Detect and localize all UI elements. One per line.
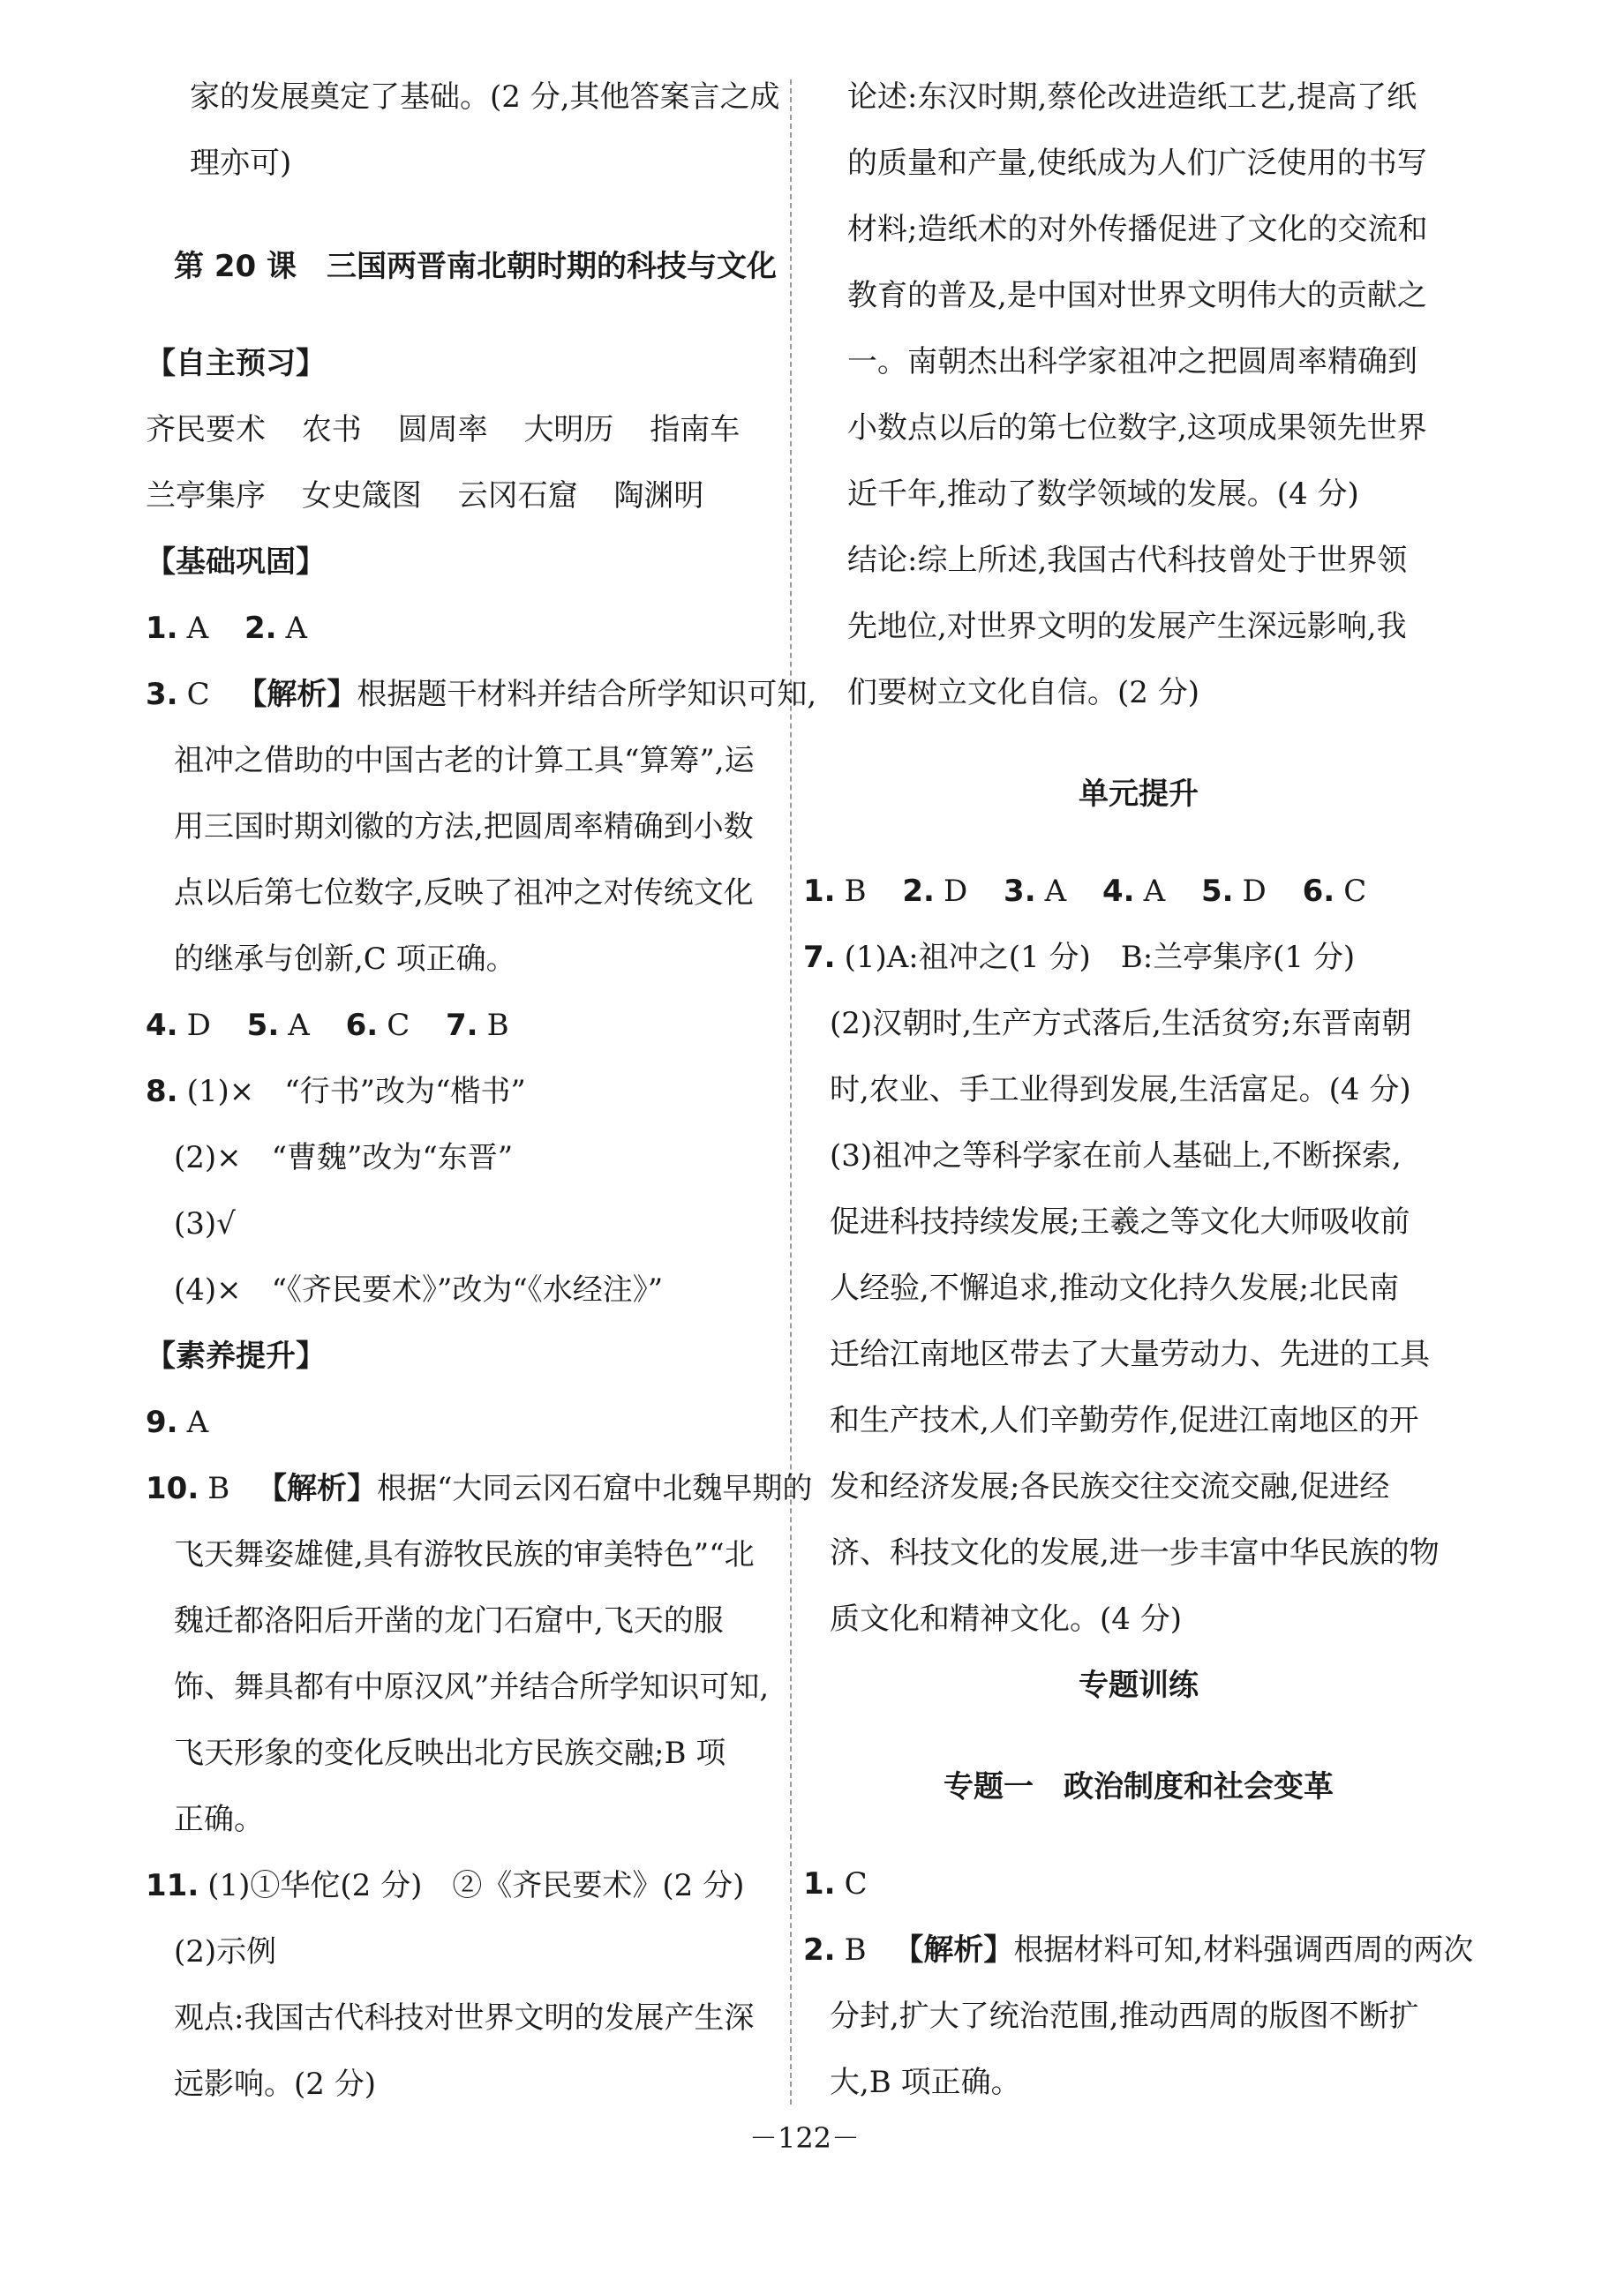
essay-text-line: 结论:综上所述,我国古代科技曾处于世界领 <box>847 543 1408 578</box>
question-number: 7. <box>803 940 836 975</box>
essay-text-line: 教育的普及,是中国对世界文明伟大的贡献之 <box>847 278 1427 313</box>
essay-text-line: 们要树立文化自信。(2 分) <box>847 675 1199 710</box>
answer: A <box>1143 874 1166 909</box>
term: 兰亭集序 <box>146 478 266 514</box>
question-u7-first-line <box>803 940 1355 975</box>
question-11-first-line <box>146 1868 744 1903</box>
question-number: 2. <box>803 1932 836 1968</box>
question-number: 1. <box>146 611 178 646</box>
analysis-text: 饰、舞具都有中原汉风”并结合所学知识可知, <box>174 1669 770 1705</box>
topic-question-1-line <box>803 1866 868 1902</box>
answer: D <box>943 874 968 909</box>
question-number: 5. <box>246 1008 280 1043</box>
term: 云冈石窟 <box>457 478 578 514</box>
essay-text-line: 近千年,推动了数学领域的发展。(4 分) <box>847 476 1359 512</box>
essay-text-line: 的质量和产量,使纸成为人们广泛使用的书写 <box>847 146 1427 181</box>
answer: C <box>844 1866 868 1902</box>
answer-text-line: 和生产技术,人们辛勤劳作,促进江南地区的开 <box>830 1403 1419 1438</box>
answer-item: (2)× “曹魏”改为“东晋” <box>174 1140 514 1175</box>
analysis-text: 根据材料可知,材料强调西周的两次 <box>1013 1932 1474 1968</box>
answer-item: 观点:我国古代科技对世界文明的发展产生深 <box>174 2000 755 2036</box>
term: 齐民要术 <box>146 412 266 447</box>
question-number: 10. <box>146 1471 199 1506</box>
answer-line-q4-7 <box>146 1008 509 1043</box>
question-number: 6. <box>345 1008 379 1043</box>
question-3-first-line <box>146 677 816 712</box>
answer-line-q1-2 <box>146 611 307 646</box>
question-number: 8. <box>146 1074 178 1109</box>
question-number: 4. <box>1102 874 1135 909</box>
answer: A <box>186 1405 209 1440</box>
answer: B <box>486 1008 509 1043</box>
question-number: 2. <box>244 611 277 646</box>
continued-text-line: 理亦可) <box>190 146 292 181</box>
question-number: 7. <box>446 1008 478 1043</box>
analysis-text: 根据题干材料并结合所学知识可知, <box>357 677 817 712</box>
answer-text-line: 促进科技持续发展;王羲之等文化大师吸收前 <box>830 1204 1410 1240</box>
question-number: 3. <box>146 677 178 712</box>
essay-text-line: 小数点以后的第七位数字,这项成果领先世界 <box>847 410 1427 446</box>
answer: C <box>1343 874 1367 909</box>
answer: A <box>288 1008 310 1043</box>
term: 圆周率 <box>397 412 488 447</box>
question-number: 4. <box>146 1008 178 1043</box>
page-number: －122－ <box>748 2121 861 2155</box>
question-number: 9. <box>146 1405 178 1440</box>
analysis-text: 点以后第七位数字,反映了祖冲之对传统文化 <box>174 875 754 911</box>
term: 大明历 <box>523 412 614 447</box>
analysis-text: 飞天舞姿雄健,具有游牧民族的审美特色”“北 <box>174 1537 755 1572</box>
analysis-tag: 【解析】 <box>257 1471 378 1506</box>
answer-text-line: (2)汉朝时,生产方式落后,生活贫穷;东晋南朝 <box>830 1006 1412 1041</box>
answer-item: (4)× “《齐民要术》”改为“《水经注》” <box>174 1272 664 1308</box>
question-9-line <box>146 1405 208 1440</box>
question-number: 3. <box>1004 874 1036 909</box>
analysis-text: 分封,扩大了统治范围,推动西周的版图不断扩 <box>830 1999 1419 2034</box>
analysis-tag: 【解析】 <box>893 1932 1014 1968</box>
topic-training-title: 专题训练 <box>1079 1668 1199 1703</box>
answer: A <box>1044 874 1067 909</box>
analysis-text: 正确。 <box>174 1802 264 1837</box>
analysis-text: 的继承与创新,C 项正确。 <box>174 942 516 977</box>
term: 指南车 <box>650 412 741 447</box>
answer-line-u1-6 <box>803 874 1366 909</box>
answer-text-line: 发和经济发展;各民族交往交流交融,促进经 <box>830 1469 1390 1504</box>
question-number: 6. <box>1302 874 1335 909</box>
answer: B <box>844 874 867 909</box>
essay-text-line: 先地位,对世界文明的发展产生深远影响,我 <box>847 609 1407 644</box>
answer: A <box>186 611 209 646</box>
section-header-literacy: 【素养提升】 <box>146 1339 326 1374</box>
answer-text-line: 质文化和精神文化。(4 分) <box>830 1602 1182 1637</box>
term: 农书 <box>301 412 362 447</box>
answer-text-line: (3)祖冲之等科学家在前人基础上,不断探索, <box>830 1138 1402 1174</box>
answer: B <box>207 1471 230 1506</box>
analysis-text: 飞天形象的变化反映出北方民族交融;B 项 <box>174 1736 726 1771</box>
column-divider <box>790 79 792 2105</box>
answer: D <box>1242 874 1267 909</box>
answer-text-line: 时,农业、手工业得到发展,生活富足。(4 分) <box>830 1072 1411 1107</box>
analysis-tag: 【解析】 <box>237 677 357 712</box>
question-8-line <box>146 1074 526 1109</box>
topic-one-title: 专题一 政治制度和社会变革 <box>944 1769 1334 1805</box>
answer: D <box>186 1008 211 1043</box>
answer-text-line: 人经验,不懈追求,推动文化持久发展;北民南 <box>830 1271 1400 1306</box>
answer-item: (1)× “行书”改为“楷书” <box>186 1074 526 1109</box>
answer: B <box>844 1932 867 1968</box>
answer: C <box>387 1008 410 1043</box>
answer-text-line: 济、科技文化的发展,进一步丰富中华民族的物 <box>830 1535 1440 1571</box>
answer-item: 远影响。(2 分) <box>174 2067 376 2102</box>
section-header-basic: 【基础巩固】 <box>146 544 326 580</box>
answer: A <box>285 611 308 646</box>
question-10-first-line <box>146 1471 812 1506</box>
analysis-text: 祖冲之借助的中国古老的计算工具“算筹”,运 <box>174 743 755 778</box>
term: 陶渊明 <box>613 478 704 514</box>
preview-terms-line-1 <box>146 412 740 447</box>
essay-text-line: 一。南朝杰出科学家祖冲之把圆周率精确到 <box>847 344 1417 379</box>
analysis-text: 大,B 项正确。 <box>830 2065 1021 2100</box>
lesson-title: 第 20 课 三国两晋南北朝时期的科技与文化 <box>174 249 777 284</box>
answer: C <box>186 677 210 712</box>
analysis-text: 根据“大同云冈石窟中北魏早期的 <box>377 1471 813 1506</box>
analysis-text: 魏迁都洛阳后开凿的龙门石窟中,飞天的服 <box>174 1603 724 1639</box>
analysis-text: 用三国时期刘徽的方法,把圆周率精确到小数 <box>174 809 754 844</box>
question-number: 2. <box>902 874 935 909</box>
section-header-preview: 【自主预习】 <box>146 346 326 381</box>
topic-question-2-first-line <box>803 1932 1473 1968</box>
question-number: 1. <box>803 874 836 909</box>
term: 女史箴图 <box>301 478 422 514</box>
answer-item: (2)示例 <box>174 1934 277 1970</box>
essay-text-line: 论述:东汉时期,蔡伦改进造纸工艺,提高了纸 <box>847 79 1417 115</box>
answer-item: (3)√ <box>174 1206 236 1242</box>
question-number: 5. <box>1200 874 1234 909</box>
continued-text-line: 家的发展奠定了基础。(2 分,其他答案言之成 <box>190 79 780 115</box>
answer-item: (1)①华佗(2 分) ②《齐民要术》(2 分) <box>207 1868 745 1903</box>
essay-text-line: 材料;造纸术的对外传播促进了文化的交流和 <box>847 212 1428 247</box>
preview-terms-line-2 <box>146 478 703 514</box>
unit-title: 单元提升 <box>1079 777 1199 812</box>
question-number: 1. <box>803 1866 836 1902</box>
answer-text-line: 迁给江南地区带去了大量劳动力、先进的工具 <box>830 1337 1430 1372</box>
question-number: 11. <box>146 1868 199 1903</box>
answer-item: (1)A:祖冲之(1 分) B:兰亭集序(1 分) <box>844 940 1356 975</box>
